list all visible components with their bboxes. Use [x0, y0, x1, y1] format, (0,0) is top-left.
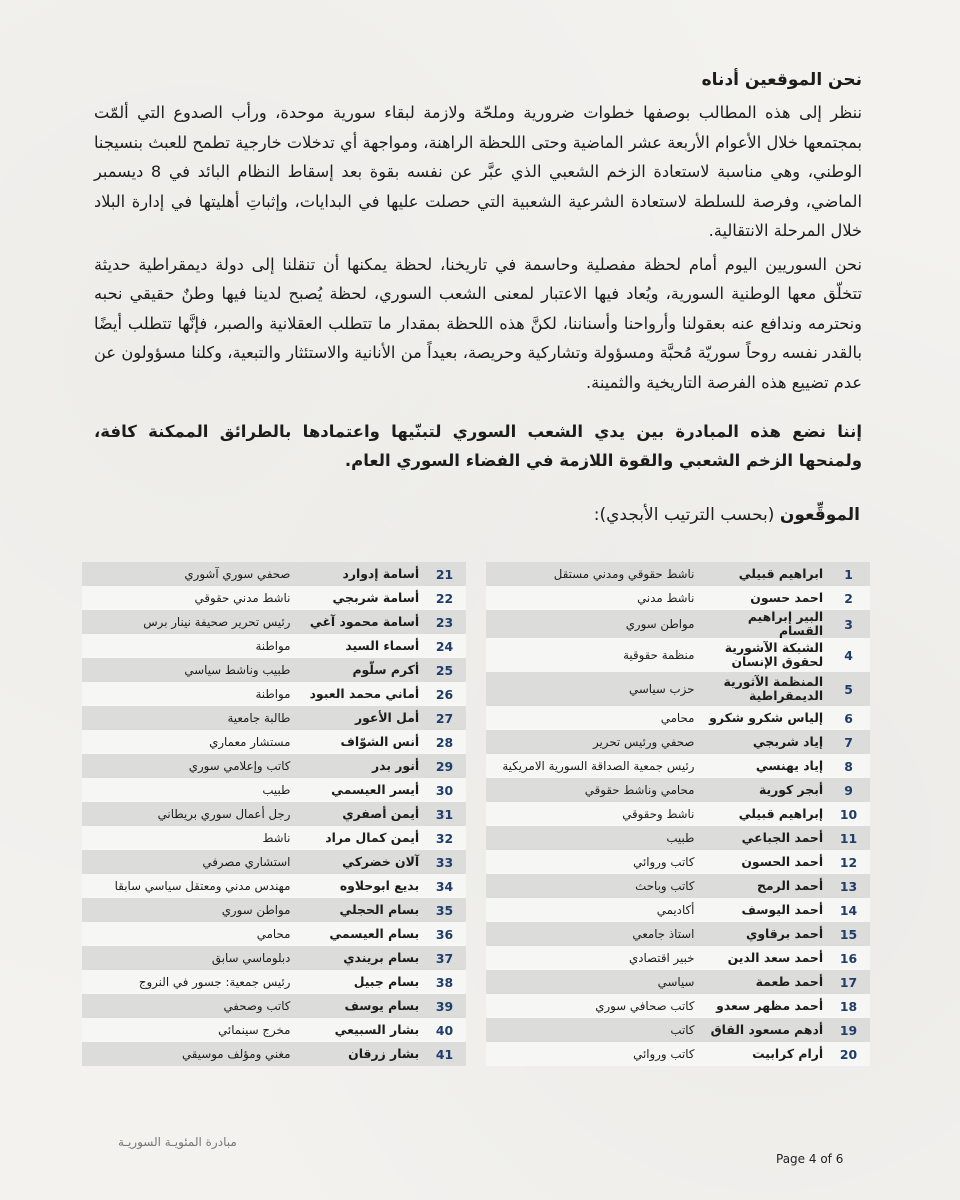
signer-row — [486, 922, 870, 946]
signer-number: 29 — [423, 754, 466, 778]
signer-number: 19 — [827, 1018, 870, 1042]
signer-row — [82, 610, 466, 634]
signer-name: إياد يهنسي — [698, 754, 827, 778]
signer-name: أحمد اليوسف — [698, 898, 827, 922]
signer-row — [486, 586, 870, 610]
signer-name: أحمد مظهر سعدو — [698, 994, 827, 1018]
signer-role: طبيب وناشط سياسي — [82, 658, 294, 682]
signer-number: 14 — [827, 898, 870, 922]
signer-number: 12 — [827, 850, 870, 874]
signer-name: أسامة إدوارد — [294, 562, 423, 586]
signer-name: ابراهيم قبيلي — [698, 562, 827, 586]
signer-row — [82, 562, 466, 586]
signer-number: 7 — [827, 730, 870, 754]
paragraph-2: نحن السوريين اليوم أمام لحظة مفصلية وحاسمة في تاريخنا، لحظة يمكنها أن تنقلنا إلى دولة ديمقراطية حديثة تتخلّق معها الوطنية السورية، ويُعاد فيها الاعتبار لمعنى الشعب السوري، لحظة يُصبح لدينا فيها وطنٌ حقيقي نحبه ونحترمه وندافع عنه بعقولنا وأرواحنا وأسناننا، لكنَّ هذه اللحظة بمقدار ما تتطلب العقلانية والصبر، فإنَّها تتطلب أيضًا بالقدر نفسه روحاً سوريّة مُحبَّة ومسؤولة وتشاركية وحريصة، بعيداً من الأنانية والاستئثار والتبعية، وكلنا مسؤولون عن عدم تضييع هذه الفرصة التاريخية والثمينة. — [94, 254, 862, 392]
signer-row — [486, 850, 870, 874]
signer-number: 21 — [423, 562, 466, 586]
signer-row — [486, 1018, 870, 1042]
signer-row — [486, 610, 870, 638]
signer-row — [486, 994, 870, 1018]
signer-number: 2 — [827, 586, 870, 610]
signer-name: بشار زرقان — [294, 1042, 423, 1066]
signer-number: 23 — [423, 610, 466, 634]
signer-row — [82, 994, 466, 1018]
signer-number: 4 — [827, 638, 870, 672]
signer-role: خبير اقتصادي — [486, 946, 698, 970]
signer-row — [82, 1018, 466, 1042]
signer-row — [486, 946, 870, 970]
signer-name: بسام الحجلي — [294, 898, 423, 922]
signer-number: 24 — [423, 634, 466, 658]
signer-name: بسام العيسمي — [294, 922, 423, 946]
signer-name: أيمن أصفري — [294, 802, 423, 826]
signer-row — [486, 778, 870, 802]
signer-row — [82, 754, 466, 778]
signer-row — [82, 802, 466, 826]
signer-name: أسامة شربجي — [294, 586, 423, 610]
signer-number: 40 — [423, 1018, 466, 1042]
signer-name: أنور بدر — [294, 754, 423, 778]
signers-table-left — [82, 562, 466, 1066]
signers-title-bold: الموقِّعون — [779, 505, 860, 525]
signer-name: المنظمة الآثورية الديمقراطية — [698, 672, 827, 706]
signer-name: بسام يوسف — [294, 994, 423, 1018]
signer-row — [82, 922, 466, 946]
signer-number: 1 — [827, 562, 870, 586]
signer-row — [486, 754, 870, 778]
signer-name: أرام كرابيت — [698, 1042, 827, 1066]
signer-name: إياد شربجي — [698, 730, 827, 754]
signer-row — [486, 706, 870, 730]
signer-role: طالبة جامعية — [82, 706, 294, 730]
signer-role: مهندس مدني ومعتقل سياسي سابقا — [82, 874, 294, 898]
signer-name: أحمد طعمة — [698, 970, 827, 994]
signer-role: مواطنة — [82, 634, 294, 658]
signer-number: 39 — [423, 994, 466, 1018]
signer-role: استشاري مصرفي — [82, 850, 294, 874]
signer-role: منظمة حقوقية — [486, 638, 698, 672]
signer-number: 33 — [423, 850, 466, 874]
signer-role: طبيب — [82, 778, 294, 802]
signer-number: 37 — [423, 946, 466, 970]
signer-name: أحمد الحسون — [698, 850, 827, 874]
signer-number: 8 — [827, 754, 870, 778]
initiative-logo: مبادرة المئويـة السوريـة — [118, 1135, 237, 1149]
signer-row — [82, 778, 466, 802]
signer-role: ناشط حقوقي ومدني مستقل — [486, 562, 698, 586]
signer-name: أنس الشوّاف — [294, 730, 423, 754]
signer-role: محامي — [486, 706, 698, 730]
signer-role: كاتب وباحث — [486, 874, 698, 898]
signer-name: أيسر العيسمي — [294, 778, 423, 802]
signer-role: مستشار معماري — [82, 730, 294, 754]
signer-name: أحمد الجباعي — [698, 826, 827, 850]
signer-number: 11 — [827, 826, 870, 850]
signer-number: 16 — [827, 946, 870, 970]
signer-name: أيمن كمال مراد — [294, 826, 423, 850]
signer-role: مغني ومؤلف موسيقي — [82, 1042, 294, 1066]
signer-name: أسامة محمود آغي — [294, 610, 423, 634]
signer-row — [82, 634, 466, 658]
signer-row — [82, 1042, 466, 1066]
signer-role: دبلوماسي سابق — [82, 946, 294, 970]
signer-name: البير إبراهيم القسام — [698, 610, 827, 638]
signer-role: رئيس جمعية: جسور في النروج — [82, 970, 294, 994]
signer-row — [82, 682, 466, 706]
signer-name: الشبكة الآشورية لحقوق الإنسان — [698, 638, 827, 672]
signer-name: بشار السبيعي — [294, 1018, 423, 1042]
body-text — [94, 66, 862, 475]
signer-row — [82, 826, 466, 850]
signer-role: كاتب صحافي سوري — [486, 994, 698, 1018]
signer-row — [82, 658, 466, 682]
signer-row — [82, 946, 466, 970]
signer-name: أماني محمد العبود — [294, 682, 423, 706]
signer-row — [486, 970, 870, 994]
signers-title — [594, 505, 860, 525]
signer-role: رئيس جمعية الصداقة السورية الامريكية — [486, 754, 698, 778]
signer-row — [82, 874, 466, 898]
signer-name: إلياس شكرو شكرو — [698, 706, 827, 730]
signer-number: 6 — [827, 706, 870, 730]
signer-role: محامي — [82, 922, 294, 946]
signer-role: طبيب — [486, 826, 698, 850]
signer-name: أبجر كورية — [698, 778, 827, 802]
signer-role: كاتب — [486, 1018, 698, 1042]
signer-number: 22 — [423, 586, 466, 610]
signer-role: ناشط مدني حقوقي — [82, 586, 294, 610]
signer-row — [82, 586, 466, 610]
signer-row — [486, 730, 870, 754]
signers-table-right — [486, 562, 870, 1066]
signer-number: 36 — [423, 922, 466, 946]
signer-role: سياسي — [486, 970, 698, 994]
signer-number: 20 — [827, 1042, 870, 1066]
signer-role: صحفي ورئيس تحرير — [486, 730, 698, 754]
signer-role: أكاديمي — [486, 898, 698, 922]
signer-name: أحمد سعد الدين — [698, 946, 827, 970]
signer-role: رئيس تحرير صحيفة نينار برس — [82, 610, 294, 634]
signer-row — [82, 850, 466, 874]
signer-row — [486, 898, 870, 922]
signer-role: رجل أعمال سوري بريطاني — [82, 802, 294, 826]
signer-number: 13 — [827, 874, 870, 898]
signer-number: 31 — [423, 802, 466, 826]
signer-row — [486, 1042, 870, 1066]
signer-number: 18 — [827, 994, 870, 1018]
signers-title-rest: (بحسب الترتيب الأبجدي): — [593, 505, 780, 525]
signer-name: إبراهيم قبيلي — [698, 802, 827, 826]
signer-role: استاذ جامعي — [486, 922, 698, 946]
signer-row — [486, 638, 870, 672]
signer-row — [82, 970, 466, 994]
signer-role: كاتب وروائي — [486, 850, 698, 874]
signer-role: حزب سياسي — [486, 672, 698, 706]
signer-number: 38 — [423, 970, 466, 994]
signer-number: 28 — [423, 730, 466, 754]
signer-number: 5 — [827, 672, 870, 706]
signer-name: بسام جبيل — [294, 970, 423, 994]
signer-number: 26 — [423, 682, 466, 706]
signer-role: مخرج سينمائي — [82, 1018, 294, 1042]
paragraph-1: ننظر إلى هذه المطالب بوصفها خطوات ضرورية وملحّة ولازمة لبقاء سورية موحدة، ورأب الصدوع التي ألمّت بمجتمعها خلال الأعوام الأربعة عشر الماضية وحتى اللحظة الراهنة، ومواجهة أي تدخلات خارجية تطمح للعبث بنسيجنا الوطني، وهي مناسبة لاستعادة الزخم الشعبي الذي عبَّر عن نفسه بقوة بعد إسقاط النظام البائد في 8 ديسمبر الماضي، وفرصة للسلطة لاستعادة الشرعية الشعبية التي حصلت عليها في البدايات، وإثباتِ أهليتها في إدارة البلاد خلال المرحلة الانتقالية. — [94, 103, 862, 240]
signer-number: 30 — [423, 778, 466, 802]
signer-role: كاتب وروائي — [486, 1042, 698, 1066]
signer-number: 3 — [827, 610, 870, 638]
signer-number: 41 — [423, 1042, 466, 1066]
signer-row — [82, 898, 466, 922]
signer-name: احمد حسون — [698, 586, 827, 610]
signer-number: 32 — [423, 826, 466, 850]
signer-number: 17 — [827, 970, 870, 994]
signer-name: أدهم مسعود القاق — [698, 1018, 827, 1042]
signer-role: ناشط — [82, 826, 294, 850]
signer-row — [486, 672, 870, 706]
signer-name: أسماء السيد — [294, 634, 423, 658]
signer-role: مواطنة — [82, 682, 294, 706]
signer-role: كاتب وصحفي — [82, 994, 294, 1018]
signer-role: صحفي سوري آشوري — [82, 562, 294, 586]
signer-number: 27 — [423, 706, 466, 730]
paragraph-3: إننا نضع هذه المبادرة بين يدي الشعب السوري لتبنّيها واعتمادها بالطرائق الممكنة كافة، ولمنحها الزخم الشعبي والقوة اللازمة في الفضاء السوري العام. — [94, 422, 862, 470]
signer-name: بديع ابوحلاوه — [294, 874, 423, 898]
signer-name: بسام بريندي — [294, 946, 423, 970]
section-heading: نحن الموقعين أدناه — [701, 70, 862, 90]
signer-role: ناشط وحقوقي — [486, 802, 698, 826]
signer-row — [486, 826, 870, 850]
signer-row — [486, 562, 870, 586]
signer-row — [486, 874, 870, 898]
signer-row — [82, 730, 466, 754]
signer-name: أكرم سلّوم — [294, 658, 423, 682]
page-number: Page 4 of 6 — [776, 1152, 844, 1166]
signer-number: 9 — [827, 778, 870, 802]
signer-name: أمل الأعور — [294, 706, 423, 730]
signer-name: أحمد الرمح — [698, 874, 827, 898]
signer-role: مواطن سوري — [82, 898, 294, 922]
signer-name: آلان خضركي — [294, 850, 423, 874]
signer-role: محامي وناشط حقوقي — [486, 778, 698, 802]
signer-number: 35 — [423, 898, 466, 922]
signer-row — [82, 706, 466, 730]
signer-number: 34 — [423, 874, 466, 898]
signer-role: ناشط مدني — [486, 586, 698, 610]
signer-name: أحمد برقاوي — [698, 922, 827, 946]
signer-number: 15 — [827, 922, 870, 946]
signer-row — [486, 802, 870, 826]
signer-number: 10 — [827, 802, 870, 826]
signer-role: مواطن سوري — [486, 610, 698, 638]
signer-role: كاتب وإعلامي سوري — [82, 754, 294, 778]
signer-number: 25 — [423, 658, 466, 682]
